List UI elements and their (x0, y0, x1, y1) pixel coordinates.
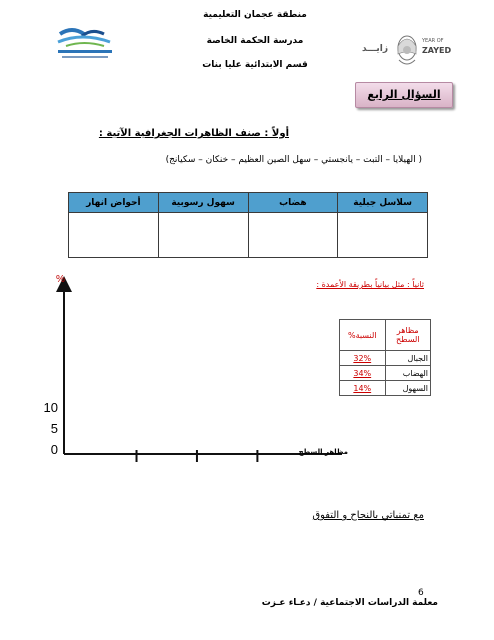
percent-cell: 32% (340, 351, 386, 366)
table-row (340, 366, 431, 381)
header-plateaus: هضاب (248, 193, 338, 213)
header-river-basins: أحواض انهار (69, 193, 159, 213)
feature-cell: الهضاب (385, 366, 431, 381)
answer-cell-river-basins[interactable] (69, 213, 159, 258)
y-tick-label: 0 (50, 442, 58, 457)
header-mountain-ranges: سلاسل جبلية (338, 193, 428, 213)
logo-arabic-text: زايـــد (362, 44, 389, 54)
answer-cell-sediment-plains[interactable] (158, 213, 248, 258)
school-emblem (52, 26, 118, 62)
teacher-signature: معلمة الدراسات الاجتماعية / دعـاء عـزت (261, 598, 438, 608)
y-axis-label: % (56, 274, 65, 285)
answer-cell-plateaus[interactable] (248, 213, 338, 258)
y-tick-label: 5 (50, 421, 58, 436)
answer-cell-mountain-ranges[interactable] (338, 213, 428, 258)
header-sediment-plains: سهول رسوبية (158, 193, 248, 213)
school-district: منطقة عجمان التعليمية (203, 10, 307, 20)
percent-cell: 14% (340, 381, 386, 396)
first-prompt: أولاً : صنف الظاهرات الجغرافية الآتية : (98, 128, 289, 139)
chart-svg (30, 270, 350, 470)
table-header-row (69, 193, 428, 213)
table-row (69, 213, 428, 258)
classification-table (68, 192, 428, 258)
logo-caption: YEAR OF (422, 38, 444, 44)
question-banner: السؤال الرابع (355, 82, 453, 108)
page-number: 6 (418, 588, 424, 598)
school-name: مدرسة الحكمة الخاصة (206, 36, 304, 46)
table-row (340, 381, 431, 396)
x-ticks (137, 450, 258, 462)
table-header-row (340, 320, 431, 351)
percent-cell: 34% (340, 366, 386, 381)
closing-wish: مع تمنياتي بالنجاح و التفوق (312, 510, 424, 521)
items-list: ( الهيلايا – التبت – يانجستي – سهل الصين العظيم – خنكان – سكيانج) (165, 155, 422, 165)
bar-chart (30, 270, 350, 474)
school-section: قسم الابتدائية عليا بنات (202, 60, 308, 70)
header-surface-features: مظاهر السطح (385, 320, 431, 351)
second-prompt: ثانياً : مثل بيانياً بطريقة الأعمدة : (316, 280, 424, 289)
feature-cell: السهول (385, 381, 431, 396)
table-row (340, 351, 431, 366)
y-tick-label: 10 (43, 400, 58, 415)
logo-english-text: ZAYED (422, 46, 452, 55)
header-percentage: النسبة% (340, 320, 386, 351)
year-of-zayed-logo (360, 32, 460, 72)
percent-table (339, 319, 431, 396)
feature-cell: الجبال (385, 351, 431, 366)
x-axis-label: مظاهر السطح (298, 448, 348, 456)
